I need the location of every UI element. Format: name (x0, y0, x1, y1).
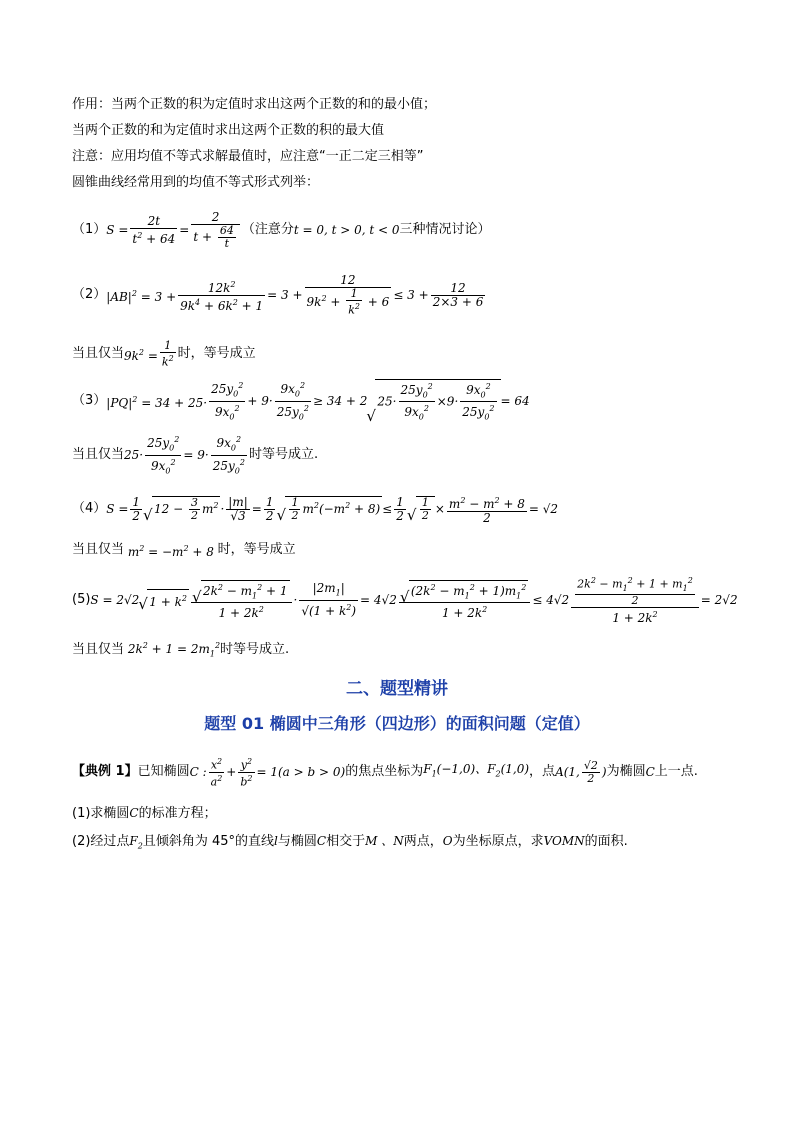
condition-3: 当且仅当 25· $\frac{25y_0^2}{9x_0^2}$ = 9· $9x_0^2$ $25y_0^2$ 时等号成立. (72, 435, 319, 475)
section-subtitle: 题型 01 椭圆中三角形（四边形）的面积问题（定值） (204, 714, 590, 733)
example-1: 【典例 1】 已知椭圆 C : $x^2$ $a^2$ + $\frac{y^2}{b^2}$ = 1(a > b > 0) 的焦点坐标为 $F_1(-1,0)$、$F_2(1,0)$ ，点 A(1, √2 2 ) 为椭圆 C 上一点. (72, 756, 698, 789)
condition-2: 当且仅当 $9k^2$ = $\frac{1}{k^2}$ 时，等号成立 (72, 338, 256, 369)
question-1: (1)求椭圆C的标准方程； (72, 806, 217, 821)
formula-1: （1） S = $\frac{2t}{t^2 + 64}$ = 2 t + $\frac{64}{t}$ （注意分 t = 0, t > 0, t < 0 三种情况讨论） (72, 209, 491, 250)
intro-line-2: 当两个正数的和为定值时求出这两个正数的积的最大值 (72, 123, 385, 138)
intro-line-4: 圆锥曲线经常用到的均值不等式形式列举： (72, 175, 320, 190)
condition-5: 当且仅当 $2k^2 + 1 = 2m_1^2$ 时等号成立. (72, 640, 290, 659)
formula-4: （4） S = $\frac{1}{2}$ √ 12 − $\frac{3}{2}$ $m^2$ · $\frac{|m|}{√3}$ = $\frac{1}{2}$ √ $\frac{1}{2}$ $m^2(-m^2 + 8)$ ≤ $\frac{1}{2}$ √ $\frac{1}{2}$ × $\frac{m^2 - m^2 + 8}{2}$ = √2 (72, 488, 558, 530)
intro-line-3: 注意：应用均值不等式求解最值时，应注意“一正二定三相等” (72, 149, 424, 164)
formula-5: (5) S = 2√2 √ $1 + k^2$ √ $2k^2 - m_1^2 + 1$ $1 + 2k^2$ · $\frac{|2m_1|}{√(1 + k^2)}$ = 4√2 √ $\frac{(2k^2 - m_1^2 + 1)m_1^2}{1 + 2k^2}$ ≤ 4√2 $\frac{\frac{2k^2 - m_1^2 + 1 + m_1^2}{2}}{1 + 2k^2}$ = 2√2 (72, 572, 738, 628)
question-2: (2)经过点$F_2$且倾斜角为 45°的直线l与椭圆C相交于M 、N两点，O为坐标原点，求VOMN的面积. (72, 834, 628, 851)
intro-line-1: 作用：当两个正数的积为定值时求出这两个正数的和的最小值； (72, 97, 437, 112)
formula-3: （3） $|PQ|^2 = 34 + 25\cdot$ $25y_0^2$ $9x_0^2$ + 9· $\frac{9x_0^2}{25y_0^2}$ ≥ 34 + 2 √ 25· $\frac{25y_0^2}{9x_0^2}$ ×9· $\frac{9x_0^2}{25y_0^2}$ = 64 (72, 380, 530, 422)
formula-2: （2） $|AB|^2 = 3$ + $\frac{12k^2}{9k^4 + 6k^2 + 1}$ = 3 + 12 $9k^2$ + $\frac{1}{k^2}$ + 6 ≤ 3 + $\frac{12}{2\times 3 + 6}$ (72, 272, 484, 317)
condition-4: 当且仅当 $m^2 = -m^2 + 8$ 时，等号成立 (72, 542, 296, 559)
section-title: 二、题型精讲 (346, 679, 448, 699)
